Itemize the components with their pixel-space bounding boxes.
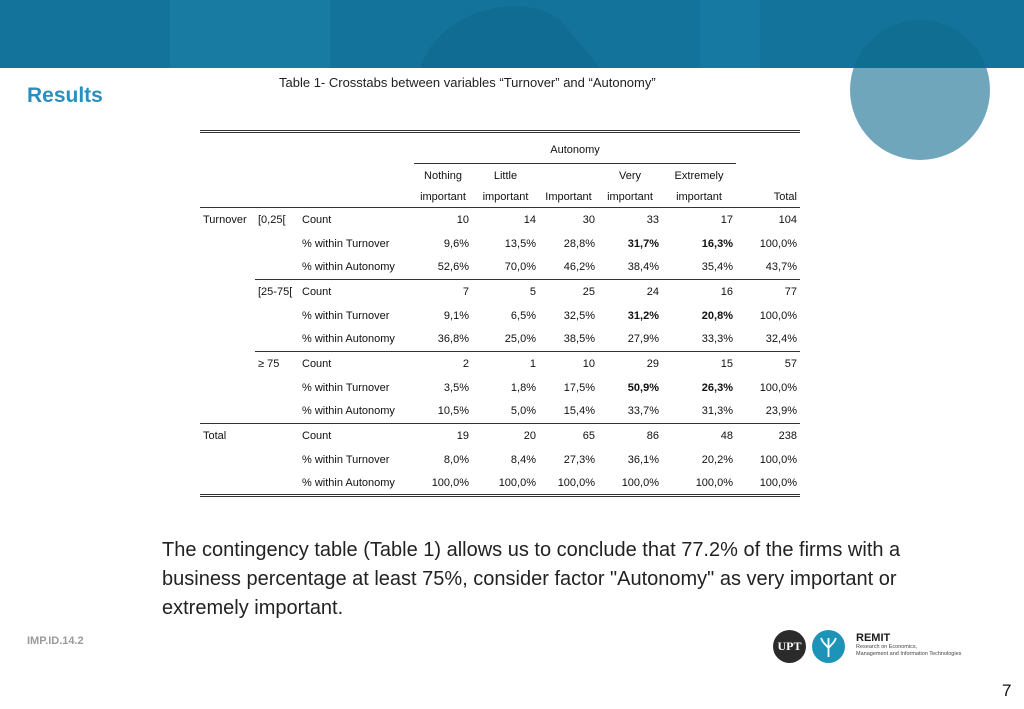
row-stat-label: % within Autonomy — [299, 328, 414, 352]
table-cell: 15 — [720, 357, 733, 370]
table-row — [200, 304, 800, 328]
row-variable-label — [200, 352, 255, 376]
table-cell: 8,4% — [510, 453, 536, 466]
tree-logo-icon — [812, 630, 845, 663]
row-variable-label — [200, 448, 255, 472]
table-row — [200, 280, 800, 304]
table-cell: 1 — [529, 357, 536, 370]
table-cell: 24 — [646, 285, 659, 298]
remit-logo — [856, 632, 961, 658]
document-code: IMP.ID.14.2 — [27, 635, 84, 647]
table-row — [200, 448, 800, 472]
table-cell: 104 — [778, 213, 797, 226]
crosstab-table — [200, 130, 800, 497]
table-cell: 31,3% — [662, 400, 736, 424]
table-cell: 100,0% — [759, 237, 797, 250]
table-cell: 46,2% — [539, 256, 598, 280]
table-cell: 25,0% — [472, 328, 539, 352]
table-cell: 5,0% — [472, 400, 539, 424]
table-cell: 29 — [646, 357, 659, 370]
table-cell: 31,7% — [627, 237, 659, 250]
table-cell: 28,8% — [563, 237, 595, 250]
table-cell: 38,5% — [539, 328, 598, 352]
table-cell: 57 — [784, 357, 797, 370]
row-stat-label: % within Turnover — [302, 237, 390, 250]
table-row — [200, 208, 800, 232]
table-cell: 17,5% — [563, 381, 595, 394]
table-cell: 100,0% — [759, 309, 797, 322]
table-cell: 30 — [582, 213, 595, 226]
table-cell: 7 — [462, 285, 469, 298]
row-stat-label: Count — [302, 285, 332, 298]
row-group-label: [25-75[ — [258, 285, 293, 298]
table-cell: 77 — [784, 285, 797, 298]
row-group-label — [255, 232, 299, 256]
table-cell: 33 — [646, 213, 659, 226]
remit-title: REMIT — [856, 632, 891, 644]
row-group-label: [0,25[ — [258, 213, 286, 226]
table-cell: 32,5% — [563, 309, 595, 322]
table-cell: 86 — [646, 429, 659, 442]
row-variable-label — [200, 328, 255, 352]
col-header-bottom: important — [472, 188, 539, 208]
table-cell: 14 — [523, 213, 536, 226]
col-header-top: Very — [618, 169, 641, 182]
col-header-top: Nothing — [424, 169, 462, 182]
col-header-bottom: important — [598, 188, 662, 208]
upt-logo: UPT — [773, 630, 806, 663]
table-cell: 100,0% — [598, 472, 662, 496]
table-cell: 43,7% — [736, 256, 800, 280]
row-stat-label: % within Turnover — [302, 309, 390, 322]
row-stat-label: % within Autonomy — [299, 400, 414, 424]
row-variable-label — [200, 304, 255, 328]
row-group-label — [255, 328, 299, 352]
row-variable-label: Turnover — [203, 213, 247, 226]
table-row — [200, 232, 800, 256]
table-row — [200, 472, 800, 496]
table-cell: 16,3% — [701, 237, 733, 250]
table-cell: 16 — [720, 285, 733, 298]
section-title: Results — [27, 84, 103, 107]
table-cell: 52,6% — [414, 256, 472, 280]
row-stat-label: % within Autonomy — [299, 256, 414, 280]
table-cell: 13,5% — [504, 237, 536, 250]
col-header-top: Little — [493, 169, 518, 182]
group-header: Autonomy — [414, 138, 736, 164]
table-cell: 8,0% — [443, 453, 469, 466]
col-header-bottom: Total — [736, 188, 800, 208]
table-cell: 32,4% — [736, 328, 800, 352]
table-body — [200, 208, 800, 496]
col-header-bottom: important — [414, 188, 472, 208]
table-cell: 50,9% — [627, 381, 659, 394]
table-cell: 100,0% — [414, 472, 472, 496]
row-group-label — [255, 424, 299, 448]
crosstab-table-container — [200, 130, 797, 500]
table-cell: 100,0% — [759, 381, 797, 394]
row-stat-label: Count — [302, 213, 332, 226]
table-cell: 23,9% — [736, 400, 800, 424]
row-stat-label: Count — [302, 429, 332, 442]
table-cell: 5 — [529, 285, 536, 298]
row-variable-label — [200, 376, 255, 400]
table-row — [200, 328, 800, 352]
row-group-label — [255, 256, 299, 280]
col-header-top — [736, 164, 800, 188]
col-header-bottom: Important — [539, 188, 598, 208]
table-cell: 36,8% — [414, 328, 472, 352]
table-cell: 19 — [456, 429, 469, 442]
table-cell: 3,5% — [443, 381, 469, 394]
col-header-bottom: important — [662, 188, 736, 208]
row-variable-label — [200, 256, 255, 280]
table-cell: 100,0% — [736, 472, 800, 496]
row-group-label — [255, 376, 299, 400]
table-cell: 100,0% — [539, 472, 598, 496]
table-cell: 26,3% — [701, 381, 733, 394]
table-cell: 65 — [582, 429, 595, 442]
col-header-top: Extremely — [674, 169, 724, 182]
table-row — [200, 256, 800, 280]
table-row — [200, 376, 800, 400]
table-cell: 20,8% — [701, 309, 733, 322]
table-cell: 17 — [720, 213, 733, 226]
table-cell: 2 — [462, 357, 469, 370]
table-cell: 100,0% — [662, 472, 736, 496]
table-cell: 36,1% — [627, 453, 659, 466]
table-cell: 20 — [523, 429, 536, 442]
table-cell: 6,5% — [510, 309, 536, 322]
table-cell: 38,4% — [598, 256, 662, 280]
table-cell: 25 — [582, 285, 595, 298]
table-cell: 27,9% — [598, 328, 662, 352]
table-cell: 10 — [582, 357, 595, 370]
tree-icon — [812, 630, 845, 663]
banner-graphic — [0, 0, 1024, 68]
table-cell: 100,0% — [472, 472, 539, 496]
table-cell: 100,0% — [759, 453, 797, 466]
conclusion-text: The contingency table (Table 1) allows us to conclude that 77.2% of the firms with a business percentage at least 75%, consider factor "Autonomy" as very important or extremely important. — [162, 539, 901, 619]
row-stat-label: % within Turnover — [302, 453, 390, 466]
row-group-label — [255, 472, 299, 496]
table-row — [200, 424, 800, 448]
row-group-label — [255, 448, 299, 472]
row-variable-label — [200, 472, 255, 496]
row-stat-label: % within Turnover — [302, 381, 390, 394]
table-cell: 9,6% — [443, 237, 469, 250]
table-cell: 70,0% — [472, 256, 539, 280]
table-cell: 10,5% — [414, 400, 472, 424]
row-variable-label — [200, 280, 255, 304]
table-row — [200, 352, 800, 376]
table-cell: 33,3% — [662, 328, 736, 352]
table-cell: 31,2% — [627, 309, 659, 322]
row-stat-label: Count — [302, 357, 332, 370]
row-variable-label — [200, 232, 255, 256]
table-row — [200, 400, 800, 424]
page-number: 7 — [1002, 681, 1012, 700]
table-caption: Table 1- Crosstabs between variables “Turnover” and “Autonomy” — [279, 75, 656, 90]
table-cell: 35,4% — [662, 256, 736, 280]
header-banner — [0, 0, 1024, 68]
table-cell: 15,4% — [539, 400, 598, 424]
table-cell: 9,1% — [443, 309, 469, 322]
row-variable-label — [200, 400, 255, 424]
table-cell: 33,7% — [598, 400, 662, 424]
remit-subtitle-1: Research on Economics, — [856, 644, 918, 650]
row-variable-label: Total — [203, 429, 227, 442]
table-cell: 48 — [720, 429, 733, 442]
row-group-label — [255, 304, 299, 328]
table-cell: 10 — [456, 213, 469, 226]
table-cell: 238 — [778, 429, 797, 442]
remit-subtitle-2: Management and Information Technologies — [856, 651, 962, 657]
col-header-top — [539, 164, 598, 188]
table-cell: 1,8% — [510, 381, 536, 394]
table-cell: 20,2% — [701, 453, 733, 466]
row-group-label — [255, 400, 299, 424]
row-stat-label: % within Autonomy — [299, 472, 414, 496]
row-group-label: ≥ 75 — [258, 357, 280, 370]
table-cell: 27,3% — [563, 453, 595, 466]
